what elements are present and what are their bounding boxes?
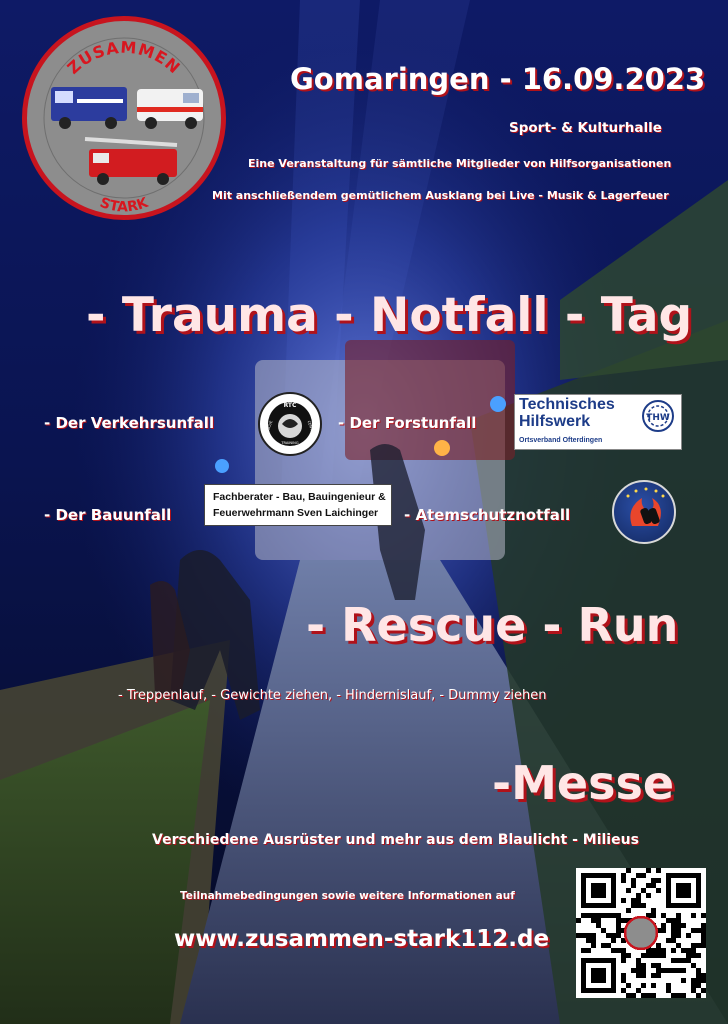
event-title: Gomaringen - 16.09.2023: [290, 62, 706, 96]
qr-code[interactable]: [576, 868, 706, 998]
messe-description: Verschiedene Ausrüster und mehr aus dem Blaulicht - Milieus: [152, 832, 639, 848]
rtc-rescue-training-center-logo: [258, 392, 322, 456]
trauma-item-bauunfall: - Der Bauunfall: [44, 506, 172, 524]
zusammen-stark-logo: [22, 16, 226, 220]
logo-top-text: ZUSAMMEN: [63, 37, 185, 78]
logo-bottom-text: STARK: [97, 194, 151, 215]
thw-title-line2: Hilfswerk: [519, 413, 591, 430]
thw-emblem-icon: [641, 399, 675, 433]
thw-subtitle: Ortsverband Ofterdingen: [519, 437, 603, 444]
messe-heading: -Messe: [492, 756, 675, 810]
trauma-heading: - Trauma - Notfall - Tag: [86, 288, 693, 343]
info-text: Teilnahmebedingungen sowie weitere Informationen auf: [180, 890, 515, 902]
svg-text:THW: THW: [646, 413, 670, 423]
fachberater-box: [204, 484, 392, 526]
trauma-item-verkehrsunfall: - Der Verkehrsunfall: [44, 414, 215, 432]
ladder-truck-icon: [85, 139, 177, 185]
atemschutz-badge-logo: [612, 480, 676, 544]
trauma-item-forstunfall: - Der Forstunfall: [338, 414, 477, 432]
rtc-bottom-text: TRAINING: [281, 441, 299, 445]
fachberater-line-1: Fachberater - Bau, Bauingenieur &: [213, 491, 386, 503]
thw-logo-box: [514, 394, 682, 450]
rtc-top-text: RTC: [283, 402, 297, 409]
thw-title-line1: Technisches: [519, 396, 615, 413]
venue-text: Sport- & Kulturhalle: [509, 120, 662, 136]
thw-title: [519, 396, 615, 430]
intro-line-1: Eine Veranstaltung für sämtliche Mitglieder von Hilfsorganisationen: [248, 157, 672, 170]
website-link[interactable]: www.zusammen-stark112.de: [174, 926, 550, 952]
rtc-left-text: RESCUE: [264, 420, 274, 436]
intro-line-2: Mit anschließendem gemütlichem Ausklang bei Live - Musik & Lagerfeuer: [212, 189, 669, 202]
rtc-right-text: CENTER: [306, 420, 316, 436]
svg-text:ZUSAMMEN: [64, 38, 185, 78]
rescue-run-heading: - Rescue - Run: [306, 598, 679, 652]
trauma-item-atemschutznotfall: - Atemschutznotfall: [404, 506, 571, 524]
truck-icon: [51, 87, 127, 129]
rescue-activities: - Treppenlauf, - Gewichte ziehen, - Hindernislauf, - Dummy ziehen: [118, 688, 547, 703]
fachberater-line-2: Feuerwehrmann Sven Laichinger: [213, 507, 379, 519]
ambulance-icon: [137, 89, 203, 129]
